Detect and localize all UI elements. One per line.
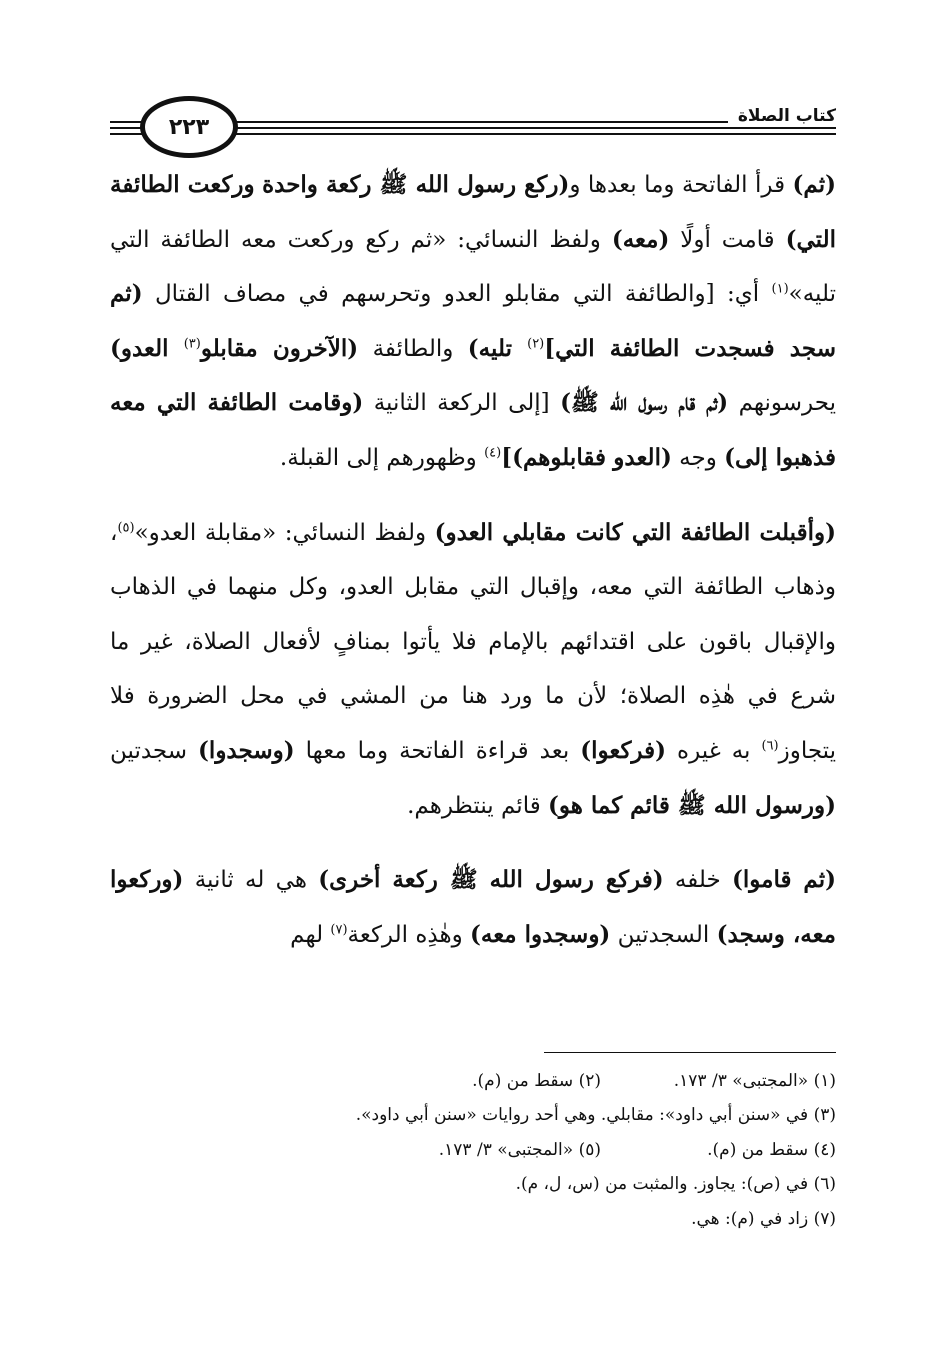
footnotes	[110, 1064, 836, 1236]
sharh-text: السجدتين	[610, 921, 717, 948]
sharh-text: والطائفة	[358, 335, 454, 362]
running-title: كتاب الصلاة	[728, 106, 836, 126]
sharh-text: وجه	[671, 444, 725, 471]
matn-text: العدو)	[110, 334, 184, 362]
sharh-text: [إلى الركعة الثانية	[363, 390, 550, 417]
footnote-row	[110, 1064, 836, 1098]
sharh-text: المشي في محل الضرورة فلا يتجاوز	[110, 683, 837, 764]
footnote-ref: (٢)	[527, 336, 545, 352]
sharh-text: به غيره	[666, 737, 762, 764]
sharh-text: لأفعال الصلاة، غير ما شرع في هٰذِه الصلاة؛ لأن ما ورد هنا من	[110, 628, 837, 710]
footnote: (٥) «المجتبى» ٣/ ١٧٣.	[438, 1139, 601, 1160]
footnote: (٧) زاد في (م): هي.	[691, 1208, 836, 1229]
sharh-text: وهٰذِه الركعة	[347, 921, 470, 948]
footnote-ref: (٧)	[330, 922, 348, 938]
matn-text: (ثم قاموا)	[731, 866, 837, 894]
sharh-text: العدو»	[134, 519, 197, 546]
sharh-text: ، وذهاب الطائفة التي معه، وإقبال التي مقابل العدو، وكل	[110, 519, 837, 601]
matn-text: (وسجدوا معه)	[470, 920, 611, 948]
sharh-text: سجدتين	[110, 737, 199, 764]
matn-text: (ورسول الله ﷺ قائم كما هو)	[548, 791, 836, 819]
sharh-text: وتحرسهم في مصاف القتال	[142, 281, 432, 308]
page-number: ٢٢٣	[140, 96, 238, 158]
footnote: (٣) في «سنن أبي داود»: مقابلي. وهي أحد روايات «سنن أبي داود».	[355, 1105, 836, 1126]
main-text	[110, 158, 836, 962]
paragraph	[110, 506, 836, 834]
sharh-text: خلفه	[663, 867, 732, 894]
sharh-text: ولفظ النسائي: «ثم ركع	[365, 226, 612, 253]
sharh-text: أي: [والطائفة التي مقابلو العدو	[443, 281, 772, 308]
matn-text: (وركعوا معه، وسجد)	[110, 866, 836, 948]
footnote: (٦) في (ص): يجاوز. والمثبت من (س، ل، م).	[515, 1174, 836, 1195]
matn-text: فقابلوهم)]	[501, 443, 606, 471]
matn-text: (وقامت الطائفة التي معه فذهبوا إلى)	[110, 389, 836, 471]
sharh-text: لهم	[290, 921, 331, 948]
sharh-text: الفاتحة وما معها	[294, 737, 465, 764]
footnote-ref: (١)	[771, 281, 789, 297]
paragraph	[110, 853, 836, 962]
footnote-ref: (٦)	[761, 738, 779, 754]
matn-text: تليه)	[467, 334, 528, 362]
matn-text: (ركع رسول الله ﷺ ركعة واحدة	[262, 171, 570, 198]
matn-text: (ثم قام رسول الله ﷺ)	[560, 389, 729, 417]
matn-text: (فركع رسول الله ﷺ ركعة أخرى)	[318, 866, 664, 894]
page-header	[110, 94, 836, 164]
matn-text: (ثم سجد فسجدت الطائفة التي]	[110, 280, 836, 362]
footnote-ref: (٣)	[183, 336, 201, 352]
footnote-separator	[544, 1052, 836, 1053]
sharh-text: هي له ثانية	[194, 867, 319, 894]
matn-text: (وسجدوا)	[198, 736, 295, 764]
footnote: (١) «المجتبى» ٣/ ١٧٣.	[673, 1071, 836, 1091]
footnote: (٢) سقط من (م).	[472, 1071, 601, 1091]
matn-text: (معه)	[611, 225, 670, 253]
matn-text: (الآخرون مقابلو	[200, 334, 359, 362]
matn-text: (ثم)	[792, 171, 837, 198]
sharh-text: بعد قراءة	[475, 737, 581, 764]
paragraph	[110, 158, 836, 486]
matn-text: (وأقبلت الطائفة التي كانت مقابلي العدو)	[434, 518, 836, 546]
matn-text: (العدو	[613, 443, 672, 471]
sharh-text: قرأ الفاتحة وما بعدها و	[569, 172, 793, 198]
matn-text: (فركعوا)	[580, 736, 667, 764]
footnote-row	[110, 1098, 836, 1132]
footnote-row	[110, 1202, 836, 1236]
sharh-text: يحرسونهم	[728, 390, 836, 417]
sharh-text: منهما في الذهاب والإقبال باقون على اقتدائهم بالإمام فلا يأتوا بمنافٍ	[110, 574, 836, 655]
footnote: (٤) سقط من (م).	[707, 1139, 836, 1160]
footnote-ref: (٥)	[117, 519, 135, 535]
sharh-text: ولفظ النسائي: «مقابلة	[204, 519, 435, 546]
footnote-row	[110, 1133, 836, 1167]
footnote-row	[110, 1167, 836, 1201]
matn-text: وركعت الطائفة التي)	[110, 171, 836, 253]
sharh-text: وظهورهم إلى القبلة.	[279, 444, 485, 471]
sharh-text: قامت أولًا	[669, 226, 786, 253]
sharh-text: وركعت معه الطائفة التي تليه»	[110, 226, 836, 308]
footnote-ref: (٤)	[484, 445, 502, 461]
sharh-text: قائم ينتظرهم.	[407, 792, 541, 819]
